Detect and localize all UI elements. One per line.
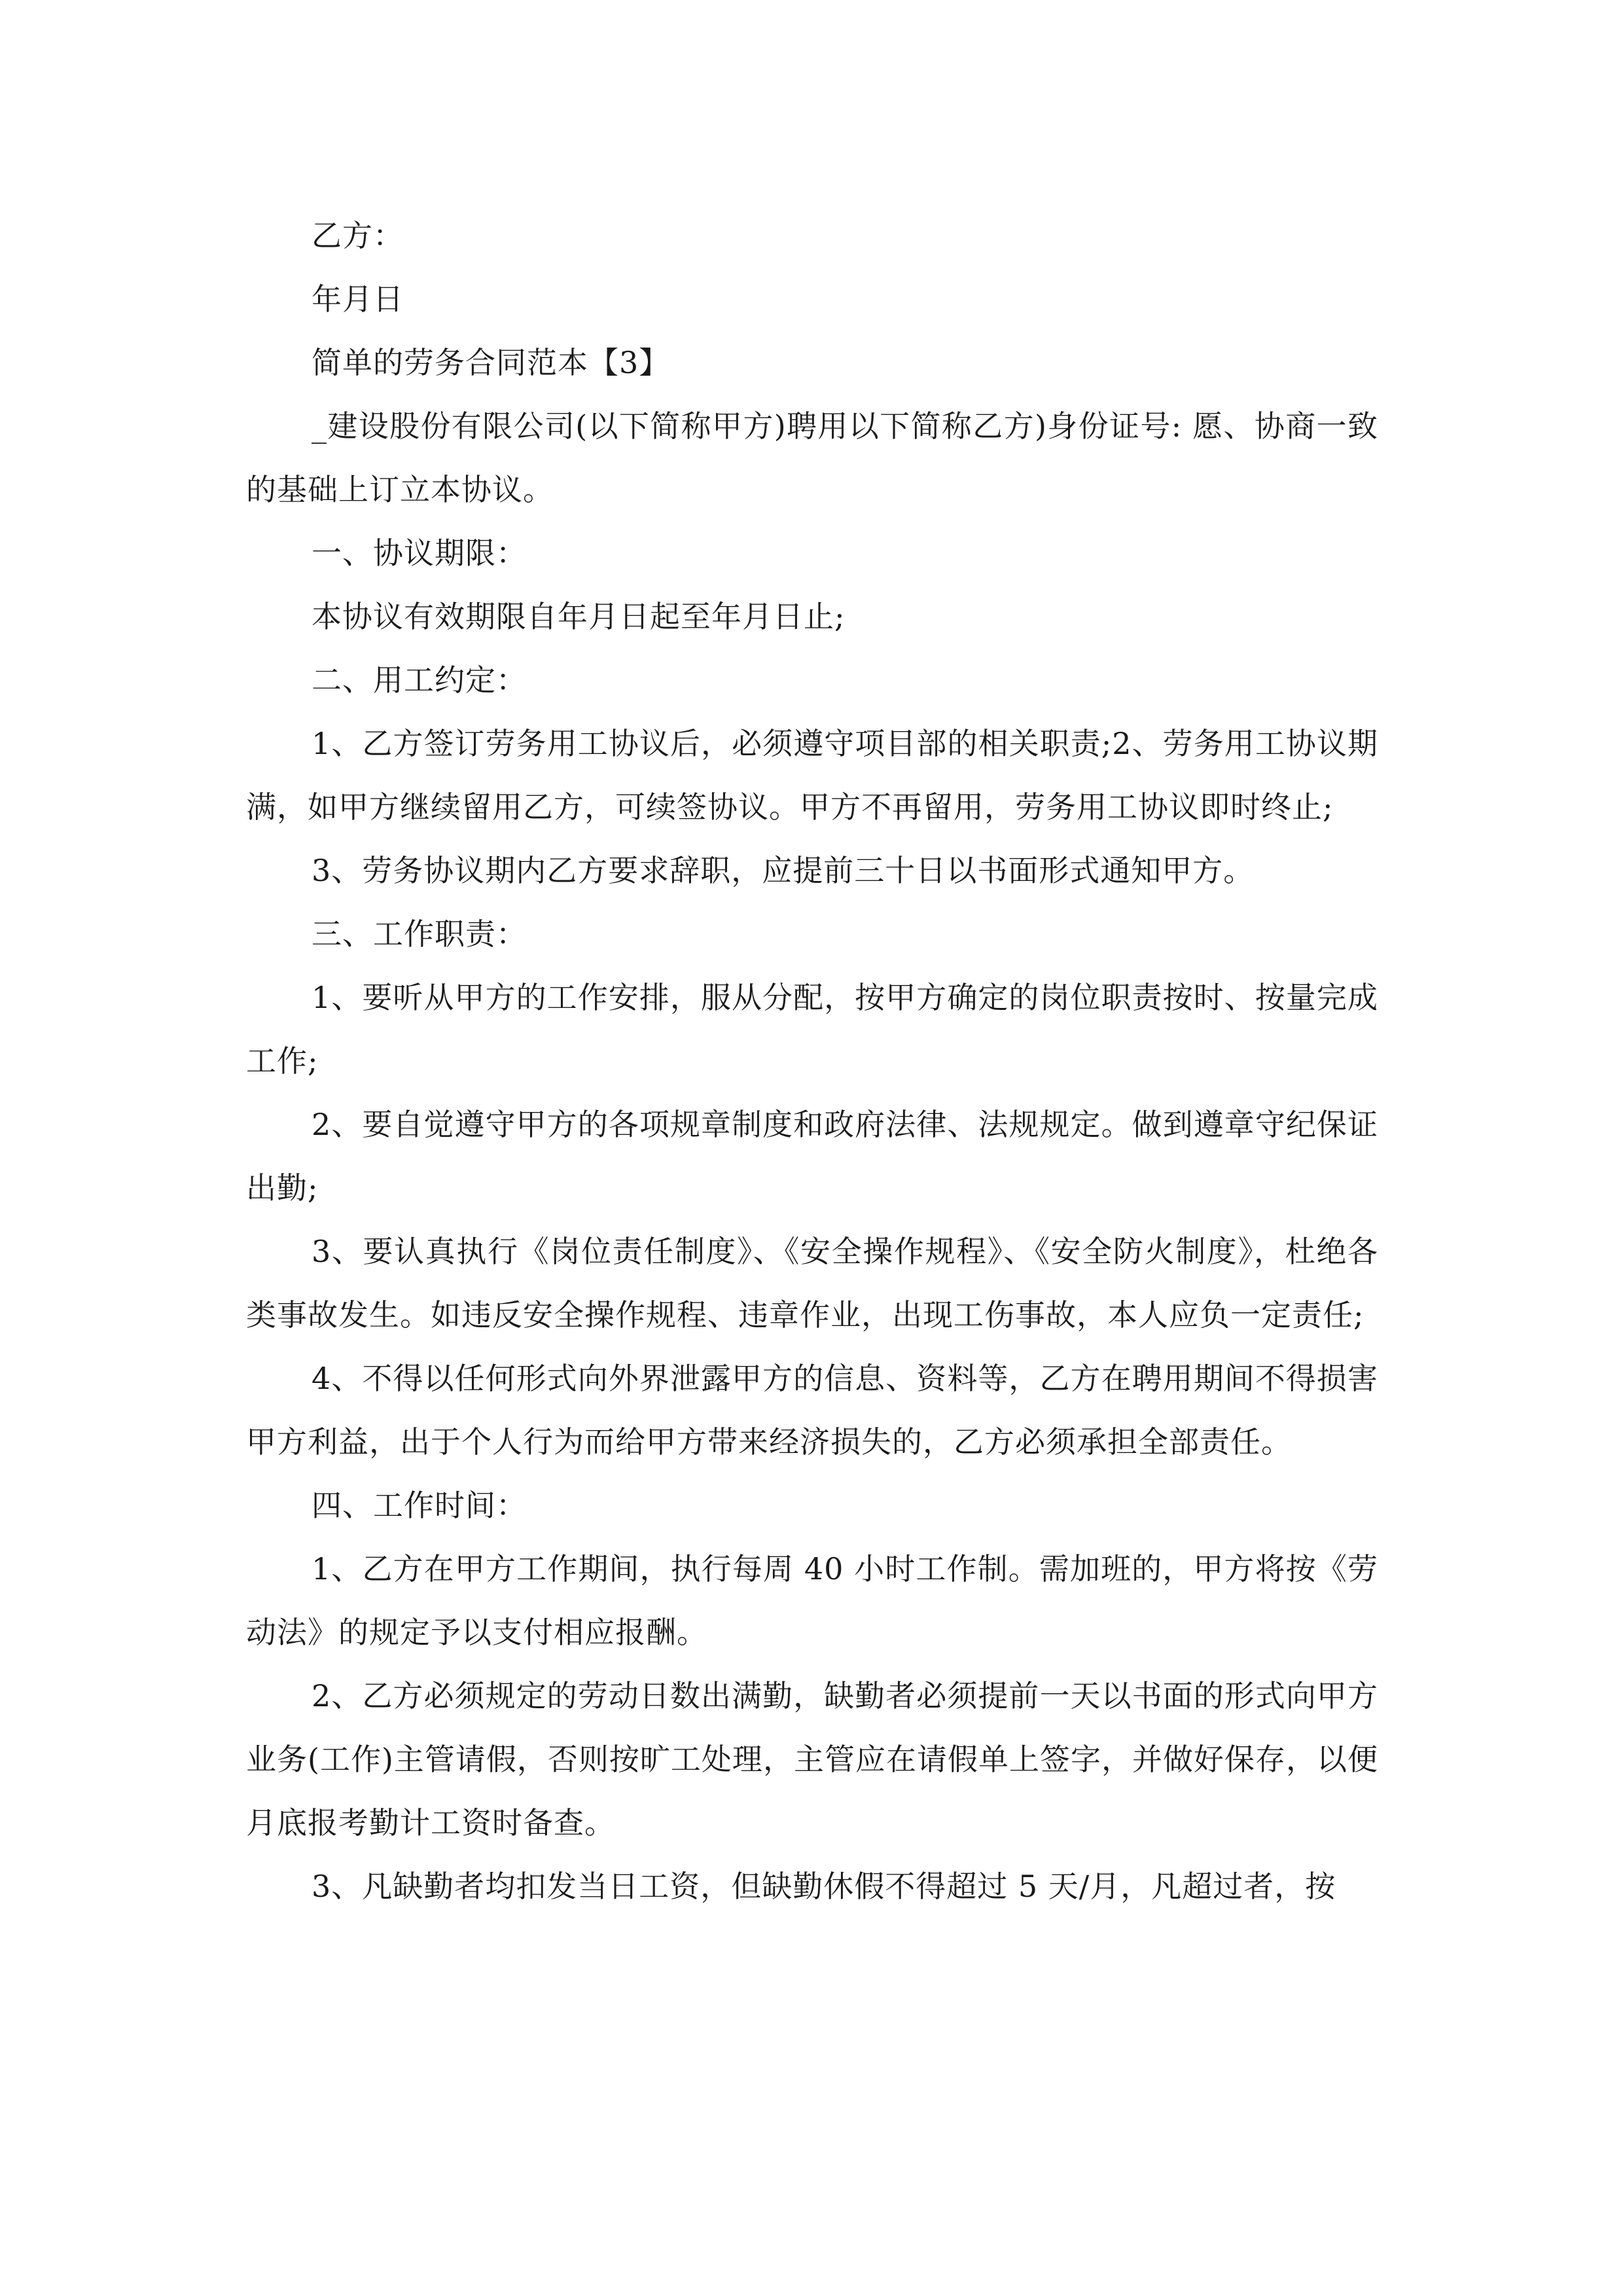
heading-term: 一、协议期限： <box>312 535 527 571</box>
intro-paragraph: _建设股份有限公司(以下简称甲方)聘用以下简称乙方)身份证号: 愿、协商一致的基础上订立本协议。 <box>246 408 1378 507</box>
hours-clause-3: 3、凡缺勤者均扣发当日工资，但缺勤休假不得超过 5 天/月，凡超过者，按 <box>312 1869 1336 1904</box>
duty-clause-4: 4、不得以任何形式向外界泄露甲方的信息、资料等，乙方在聘用期间不得损害甲方利益，出于个人行为而给甲方带来经济损失的，乙方必须承担全部责任。 <box>246 1361 1378 1460</box>
duty-clause-2: 2、要自觉遵守甲方的各项规章制度和政府法律、法规规定。做到遵章守纪保证出勤; <box>246 1107 1378 1206</box>
duty-clause-3: 3、要认真执行《岗位责任制度》、《安全操作规程》、《安全防火制度》，杜绝各类事故发生。如违反安全操作规程、违章作业，出现工伤事故，本人应负一定责任; <box>246 1234 1378 1333</box>
section-title: 简单的劳务合同范本【3】 <box>312 345 670 380</box>
term-paragraph: 本协议有效期限自年月日起至年月日止; <box>312 599 846 634</box>
hours-clause-1: 1、乙方在甲方工作期间，执行每周 40 小时工作制。需加班的，甲方将按《劳动法》的规定予以支付相应报酬。 <box>246 1551 1378 1650</box>
hours-clause-2: 2、乙方必须规定的劳动日数出满勤，缺勤者必须提前一天以书面的形式向甲方业务(工作)主管请假，否则按旷工处理，主管应在请假单上签字，并做好保存，以便月底报考勤计工资时备查。 <box>246 1678 1378 1840</box>
heading-employment: 二、用工约定： <box>312 662 527 698</box>
heading-duties: 三、工作职责： <box>312 916 527 952</box>
signature-date: 年月日 <box>312 281 404 317</box>
employment-clause-1: 1、乙方签订劳务用工协议后，必须遵守项目部的相关职责;2、劳务用工协议期满，如甲方继续留用乙方，可续签协议。甲方不再留用，劳务用工协议即时终止; <box>246 726 1378 825</box>
employment-clause-3: 3、劳务协议期内乙方要求辞职，应提前三十日以书面形式通知甲方。 <box>312 853 1255 888</box>
document-body <box>246 204 1378 1918</box>
heading-work-hours: 四、工作时间： <box>312 1488 527 1523</box>
duty-clause-1: 1、要听从甲方的工作安排，服从分配，按甲方确定的岗位职责按时、按量完成工作; <box>246 980 1378 1079</box>
signature-party-b: 乙方： <box>312 218 404 253</box>
